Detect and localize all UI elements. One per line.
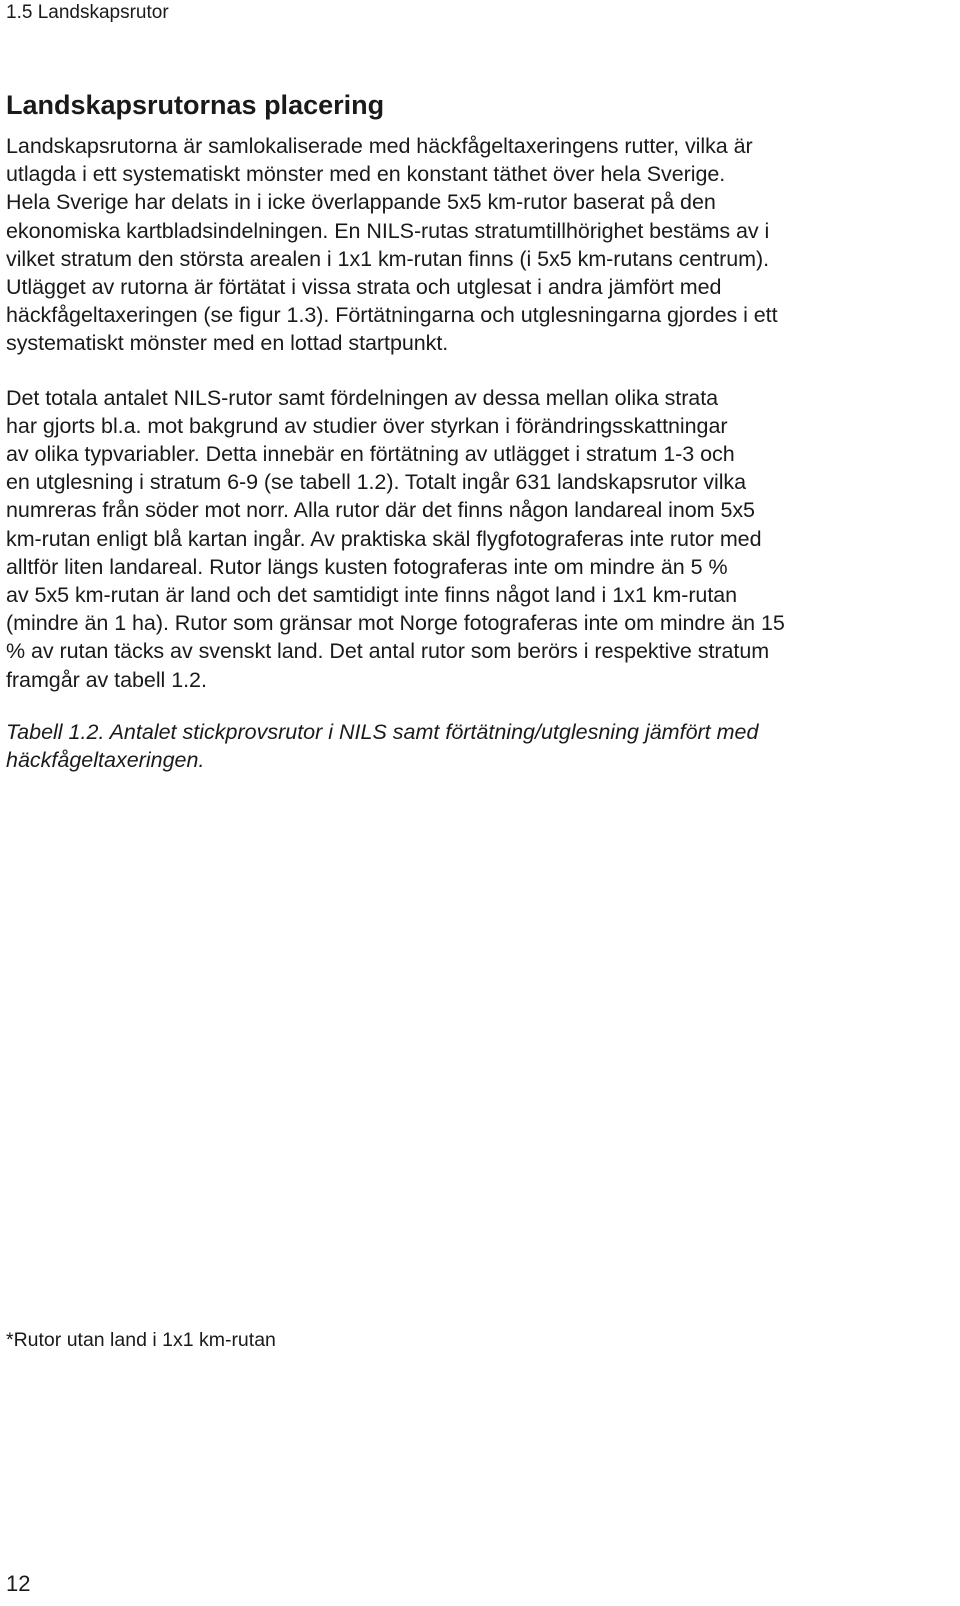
table-caption: Tabell 1.2. Antalet stickprovsrutor i NILS samt förtätning/utglesning jämfört med häckfågeltaxeringen. <box>6 719 759 773</box>
body-paragraph-1: Landskapsrutorna är samlokaliserade med häckfågeltaxeringens rutter, vilka är utlagda i ett systematiskt mönster med en konstant täthet över hela Sverige. Hela Sverige har delats in i icke överlappande 5x5 km-rutor baserat på den ekonomiska kartbladsindelningen. En NILS-rutas stratumtillhörighet bestäms av i vilket stratum den största arealen i 1x1 km-rutan finns (i 5x5 km-rutans centrum). Utlägget av rutorna är förtätat i vissa strata och utglesat i andra jämfört med häckfågeltaxeringen (se figur 1.3). Förtätningarna och utglesningarna gjordes i ett systematiskt mönster med en lottad startpunkt. <box>6 134 778 356</box>
section-heading: Landskapsrutornas placering <box>6 90 385 120</box>
running-header: 1.5 Landskapsrutor <box>6 2 169 23</box>
main-content <box>6 88 951 774</box>
body-paragraph-2: Det totala antalet NILS-rutor samt fördelningen av dessa mellan olika strata har gjorts bl.a. mot bakgrund av studier över styrkan i förändringsskattningar av olika typvariabler. Detta innebär en förtätning av utlägget i stratum 1-3 och en utglesning i stratum 6-9 (se tabell 1.2). Totalt ingår 631 landskapsrutor vilka numreras från söder mot norr. Alla rutor där det finns någon landareal inom 5x5 km-rutan enligt blå kartan ingår. Av praktiska skäl flygfotograferas inte rutor med alltför liten landareal. Rutor längs kusten fotograferas inte om mindre än 5 % av 5x5 km-rutan är land och det samtidigt inte finns något land i 1x1 km-rutan (mindre än 1 ha). Rutor som gränsar mot Norge fotograferas inte om mindre än 15 % av rutan täcks av svenskt land. Det antal rutor som berörs i respektive stratum framgår av tabell 1.2. <box>6 385 785 692</box>
table-footnote: *Rutor utan land i 1x1 km-rutan <box>6 1329 276 1351</box>
page-number: 12 <box>6 1571 31 1596</box>
